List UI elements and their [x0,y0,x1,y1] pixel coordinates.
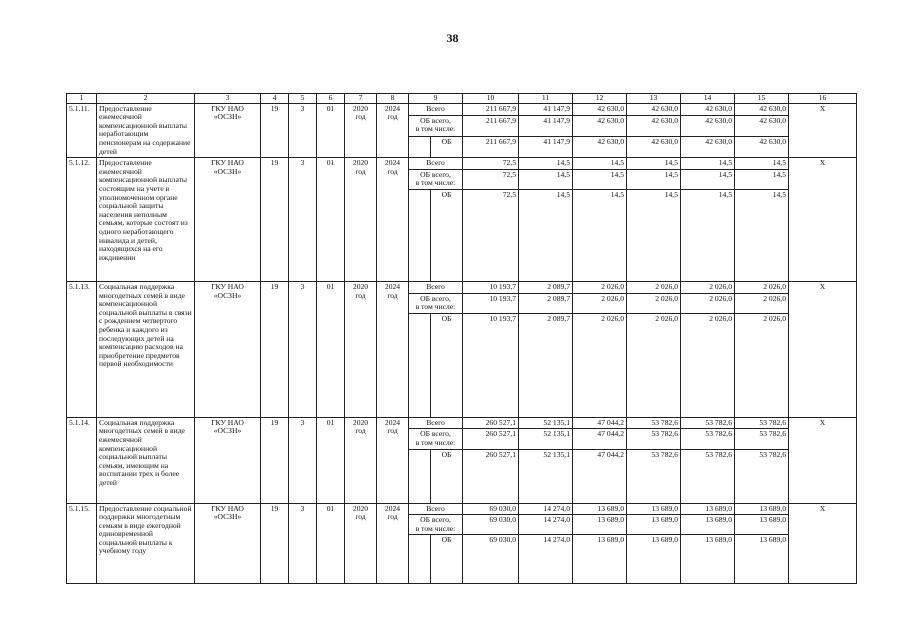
value-cell: 42 630,0 [573,115,627,136]
source-label-line: ОБ всего, [420,169,451,179]
value-cell: 42 630,0 [681,103,735,115]
value-cell: 14 274,0 [519,535,573,584]
col16-mark: X [789,281,857,417]
source-label-total: Всего [409,417,463,429]
col5-code: 3 [289,103,317,158]
executor-line: «ОСЗН» [213,426,242,436]
value-cell: 14 274,0 [519,515,573,535]
value-cell: 42 630,0 [681,137,735,158]
measure-description: Предоставление ежемесячной компенсационной выплаты состоящим на учете в уполномоченном органе социальной защиты населения неполным семьям, которые состоят из одного неработающего инвалида и детей, находящихся на его иждивении [97,158,195,282]
row-number: 5.1.14. [67,417,97,503]
value-cell: 13 689,0 [627,515,681,535]
value-cell: 52 135,1 [519,417,573,429]
header-cell: 12 [573,94,627,104]
start-year-line: год [355,426,366,436]
table-row [67,417,857,429]
value-cell: 13 689,0 [735,503,789,515]
col6-code: 01 [317,103,345,158]
header-cell: 3 [195,94,261,104]
header-cell: 15 [735,94,789,104]
end-year-line: 2024 [384,281,401,291]
table-row [67,103,857,115]
col16-mark: X [789,158,857,282]
value-cell: 2 026,0 [627,281,681,293]
value-cell: 2 026,0 [681,313,735,417]
value-cell: 2 089,7 [519,313,573,417]
value-cell: 72,5 [463,169,519,189]
value-cell: 42 630,0 [735,115,789,136]
end-year-line: год [387,290,398,300]
value-cell: 14,5 [573,158,627,170]
end-year-line: 2024 [384,158,401,168]
row-number: 5.1.12. [67,158,97,282]
source-label-line: ОБ всего, [420,515,451,525]
table-row [67,503,857,515]
value-cell: 42 630,0 [627,137,681,158]
value-cell: 53 782,6 [735,449,789,503]
end-year-line: год [387,166,398,176]
col6-code: 01 [317,281,345,417]
header-cell: 5 [289,94,317,104]
value-cell: 53 782,6 [681,417,735,429]
source-label-ob: ОБ [431,137,463,158]
header-cell: 9 [409,94,463,104]
value-cell: 10 193,7 [463,313,519,417]
value-cell: 14,5 [735,169,789,189]
end-year [377,281,409,417]
value-cell: 14,5 [573,169,627,189]
value-cell: 69 030,0 [463,515,519,535]
value-cell: 42 630,0 [735,103,789,115]
header-cell: 13 [627,94,681,104]
end-year [377,103,409,158]
executor [195,103,261,158]
value-cell: 14,5 [573,189,627,281]
value-cell: 2 026,0 [735,293,789,313]
start-year [345,158,377,282]
indent-spacer [409,313,431,417]
value-cell: 14,5 [519,169,573,189]
value-cell: 42 630,0 [573,103,627,115]
value-cell: 13 689,0 [573,515,627,535]
header-cell: 10 [463,94,519,104]
end-year-line: год [387,426,398,436]
measure-description: Предоставление социальной поддержки многодетным семьям в виде ежегодной единовременной социальной выплаты к учебному году [97,503,195,584]
value-cell: 14,5 [519,189,573,281]
col6-code: 01 [317,503,345,584]
col5-code: 3 [289,417,317,503]
budget-table [66,93,857,584]
value-cell: 13 689,0 [627,535,681,584]
value-cell: 10 193,7 [463,281,519,293]
source-label-line: в том числе: [415,302,456,312]
indent-spacer [409,189,431,281]
executor-line: «ОСЗН» [213,112,242,122]
col16-mark: X [789,503,857,584]
executor-line: ГКУ НАО [211,503,244,513]
value-cell: 14,5 [681,189,735,281]
value-cell: 2 026,0 [681,281,735,293]
value-cell: 211 667,9 [463,103,519,115]
value-cell: 13 689,0 [573,535,627,584]
value-cell: 53 782,6 [627,449,681,503]
value-cell: 47 044,2 [573,449,627,503]
start-year [345,281,377,417]
col16-mark: X [789,417,857,503]
col5-code: 3 [289,503,317,584]
executor [195,281,261,417]
header-cell: 11 [519,94,573,104]
value-cell: 52 135,1 [519,449,573,503]
start-year-line: год [355,166,366,176]
indent-spacer [409,535,431,584]
value-cell: 13 689,0 [681,535,735,584]
start-year-line: год [355,290,366,300]
value-cell: 14,5 [681,169,735,189]
page-number: 38 [446,31,459,45]
end-year-line: 2024 [384,417,401,427]
end-year-line: 2024 [384,103,401,113]
source-label-ob: ОБ [431,189,463,281]
value-cell: 2 026,0 [627,313,681,417]
source-label-line: ОБ всего, [420,429,451,439]
value-cell: 2 026,0 [627,293,681,313]
value-cell: 53 782,6 [681,429,735,449]
col4-code: 19 [261,158,289,282]
measure-description: Социальная поддержка многодетных семей в виде ежемесячной компенсационной социальной выплаты семьям, имеющим на воспитании трех и более детей [97,417,195,503]
source-label-ob-total [409,169,463,189]
value-cell: 42 630,0 [627,115,681,136]
value-cell: 2 026,0 [573,313,627,417]
value-cell: 14,5 [735,189,789,281]
start-year [345,103,377,158]
col6-code: 01 [317,417,345,503]
value-cell: 13 689,0 [735,515,789,535]
header-cell: 8 [377,94,409,104]
source-label-line: в том числе: [415,124,456,134]
source-label-ob-total [409,429,463,449]
value-cell: 14,5 [681,158,735,170]
source-label-ob-total [409,115,463,136]
header-cell: 2 [97,94,195,104]
value-cell: 260 527,1 [463,417,519,429]
value-cell: 2 089,7 [519,293,573,313]
value-cell: 260 527,1 [463,429,519,449]
value-cell: 211 667,9 [463,115,519,136]
header-cell: 6 [317,94,345,104]
row-number: 5.1.13. [67,281,97,417]
value-cell: 14 274,0 [519,503,573,515]
start-year [345,417,377,503]
value-cell: 53 782,6 [735,429,789,449]
value-cell: 69 030,0 [463,503,519,515]
value-cell: 42 630,0 [627,103,681,115]
start-year-line: 2020 [352,503,369,513]
value-cell: 53 782,6 [681,449,735,503]
value-cell: 10 193,7 [463,293,519,313]
value-cell: 2 026,0 [573,293,627,313]
value-cell: 14,5 [627,169,681,189]
value-cell: 53 782,6 [735,417,789,429]
indent-spacer [409,137,431,158]
executor [195,158,261,282]
col6-code: 01 [317,158,345,282]
source-label-ob-total [409,293,463,313]
start-year-line: 2020 [352,158,369,168]
col5-code: 3 [289,281,317,417]
executor-line: ГКУ НАО [211,158,244,168]
source-label-line: ОБ всего, [420,115,451,125]
executor-line: «ОСЗН» [213,166,242,176]
end-year [377,417,409,503]
executor [195,503,261,584]
end-year-line: 2024 [384,503,401,513]
value-cell: 2 026,0 [735,281,789,293]
header-cell: 7 [345,94,377,104]
value-cell: 42 630,0 [735,137,789,158]
value-cell: 41 147,9 [519,115,573,136]
value-cell: 41 147,9 [519,137,573,158]
value-cell: 13 689,0 [627,503,681,515]
value-cell: 14,5 [627,158,681,170]
executor-line: ГКУ НАО [211,281,244,291]
value-cell: 211 667,9 [463,137,519,158]
source-label-total: Всего [409,103,463,115]
end-year-line: год [387,112,398,122]
value-cell: 69 030,0 [463,535,519,584]
source-label-ob: ОБ [431,313,463,417]
value-cell: 13 689,0 [681,515,735,535]
source-label-line: ОБ всего, [420,293,451,303]
table-row [67,158,857,170]
value-cell: 42 630,0 [573,137,627,158]
value-cell: 2 026,0 [681,293,735,313]
executor [195,417,261,503]
source-label-ob: ОБ [431,449,463,503]
value-cell: 42 630,0 [681,115,735,136]
start-year-line: 2020 [352,103,369,113]
table-row [67,281,857,293]
end-year [377,503,409,584]
row-number: 5.1.11. [67,103,97,158]
source-label-line: в том числе: [415,437,456,447]
value-cell: 2 089,7 [519,281,573,293]
value-cell: 13 689,0 [573,503,627,515]
col4-code: 19 [261,417,289,503]
col4-code: 19 [261,103,289,158]
value-cell: 14,5 [735,158,789,170]
source-label-ob-total [409,515,463,535]
source-label-ob: ОБ [431,535,463,584]
value-cell: 72,5 [463,189,519,281]
end-year [377,158,409,282]
value-cell: 13 689,0 [681,503,735,515]
header-row [67,94,857,104]
row-number: 5.1.15. [67,503,97,584]
value-cell: 47 044,2 [573,417,627,429]
value-cell: 13 689,0 [735,535,789,584]
header-cell: 4 [261,94,289,104]
value-cell: 72,5 [463,158,519,170]
start-year-line: год [355,512,366,522]
value-cell: 2 026,0 [735,313,789,417]
value-cell: 53 782,6 [627,429,681,449]
header-cell: 1 [67,94,97,104]
value-cell: 2 026,0 [573,281,627,293]
executor-line: «ОСЗН» [213,290,242,300]
col5-code: 3 [289,158,317,282]
executor-line: ГКУ НАО [211,417,244,427]
col4-code: 19 [261,503,289,584]
col16-mark: X [789,103,857,158]
source-label-total: Всего [409,503,463,515]
header-cell: 14 [681,94,735,104]
indent-spacer [409,449,431,503]
executor-line: «ОСЗН» [213,512,242,522]
start-year-line: 2020 [352,417,369,427]
value-cell: 14,5 [519,158,573,170]
header-cell: 16 [789,94,857,104]
source-label-total: Всего [409,158,463,170]
value-cell: 14,5 [627,189,681,281]
col4-code: 19 [261,281,289,417]
measure-description: Социальная поддержка многодетных семей в виде компенсационной социальной выплаты в связи с рождением четвертого ребенка и каждого из последующих детей на компенсацию расходов на приобретение предметов первой необходимости [97,281,195,417]
source-label-total: Всего [409,281,463,293]
start-year-line: 2020 [352,281,369,291]
source-label-line: в том числе: [415,178,456,188]
start-year-line: год [355,112,366,122]
end-year-line: год [387,512,398,522]
value-cell: 260 527,1 [463,449,519,503]
value-cell: 52 135,1 [519,429,573,449]
executor-line: ГКУ НАО [211,103,244,113]
value-cell: 53 782,6 [627,417,681,429]
source-label-line: в том числе: [415,523,456,533]
value-cell: 41 147,9 [519,103,573,115]
start-year [345,503,377,584]
value-cell: 47 044,2 [573,429,627,449]
measure-description: Предоставление ежемесячной компенсационной выплаты неработающим пенсионерам на содержание детей [97,103,195,158]
